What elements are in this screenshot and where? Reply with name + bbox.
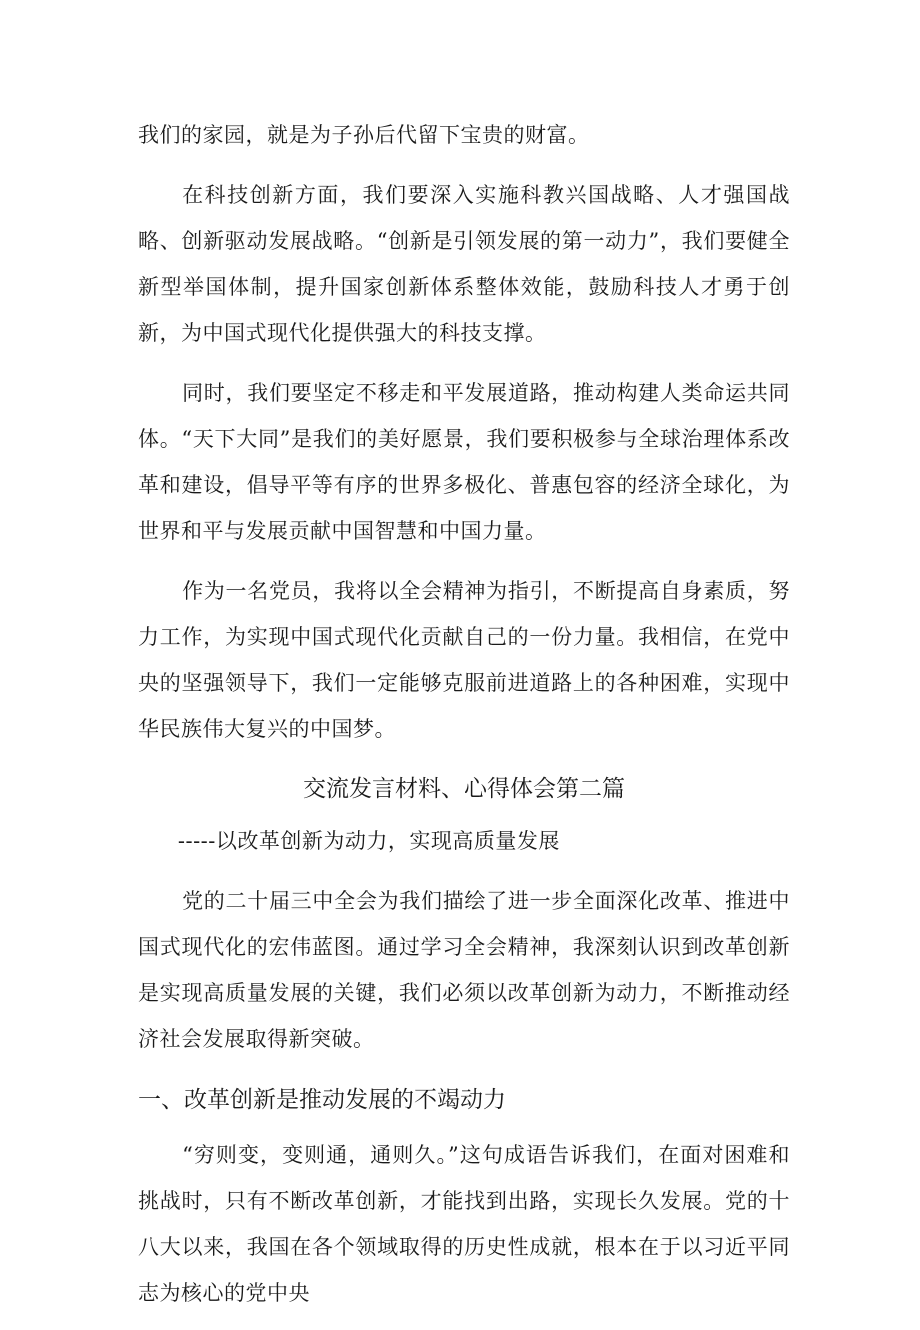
paragraph-reform-innovation: “穷则变，变则通，通则久。”这句成语告诉我们，在面对困难和挑战时，只有不断改革创新，才能找到出路，实现长久发展。党的十八大以来，我国在各个领域取得的历史性成就，根本在于以习近平同志为核心的党中央 (138, 1143, 790, 1305)
section-title: 交流发言材料、心得体会第二篇 (303, 776, 625, 802)
paragraph-intro: 党的二十届三中全会为我们描绘了进一步全面深化改革、推进中国式现代化的宏伟蓝图。通过学习全会精神，我深刻认识到改革创新是实现高质量发展的关键，我们必须以改革创新为动力，不断推动经济社会发展取得新突破。 (138, 889, 790, 1051)
paragraph-party-member-pledge: 作为一名党员，我将以全会精神为指引，不断提高自身素质，努力工作，为实现中国式现代化贡献自己的一份力量。我相信，在党中央的坚强领导下，我们一定能够克服前进道路上的各种困难，实现中华民族伟大复兴的中国梦。 (138, 579, 790, 741)
paragraph-continuation: 我们的家园，就是为子孙后代留下宝贵的财富。 (138, 123, 590, 147)
paragraph-peaceful-development: 同时，我们要坚定不移走和平发展道路，推动构建人类命运共同体。“天下大同”是我们的美好愿景，我们要积极参与全球治理体系改革和建设，倡导平等有序的世界多极化、普惠包容的经济全球化，为世界和平与发展贡献中国智慧和中国力量。 (138, 381, 790, 543)
section-subtitle: -----以改革创新为动力，实现高质量发展 (177, 829, 560, 853)
paragraph-tech-innovation: 在科技创新方面，我们要深入实施科教兴国战略、人才强国战略、创新驱动发展战略。“创新是引领发展的第一动力”，我们要健全新型举国体制，提升国家创新体系整体效能，鼓励科技人才勇于创新，为中国式现代化提供强大的科技支撑。 (138, 183, 790, 345)
document-body (138, 112, 790, 1330)
heading-reform-innovation: 一、改革创新是推动发展的不竭动力 (138, 1087, 506, 1113)
